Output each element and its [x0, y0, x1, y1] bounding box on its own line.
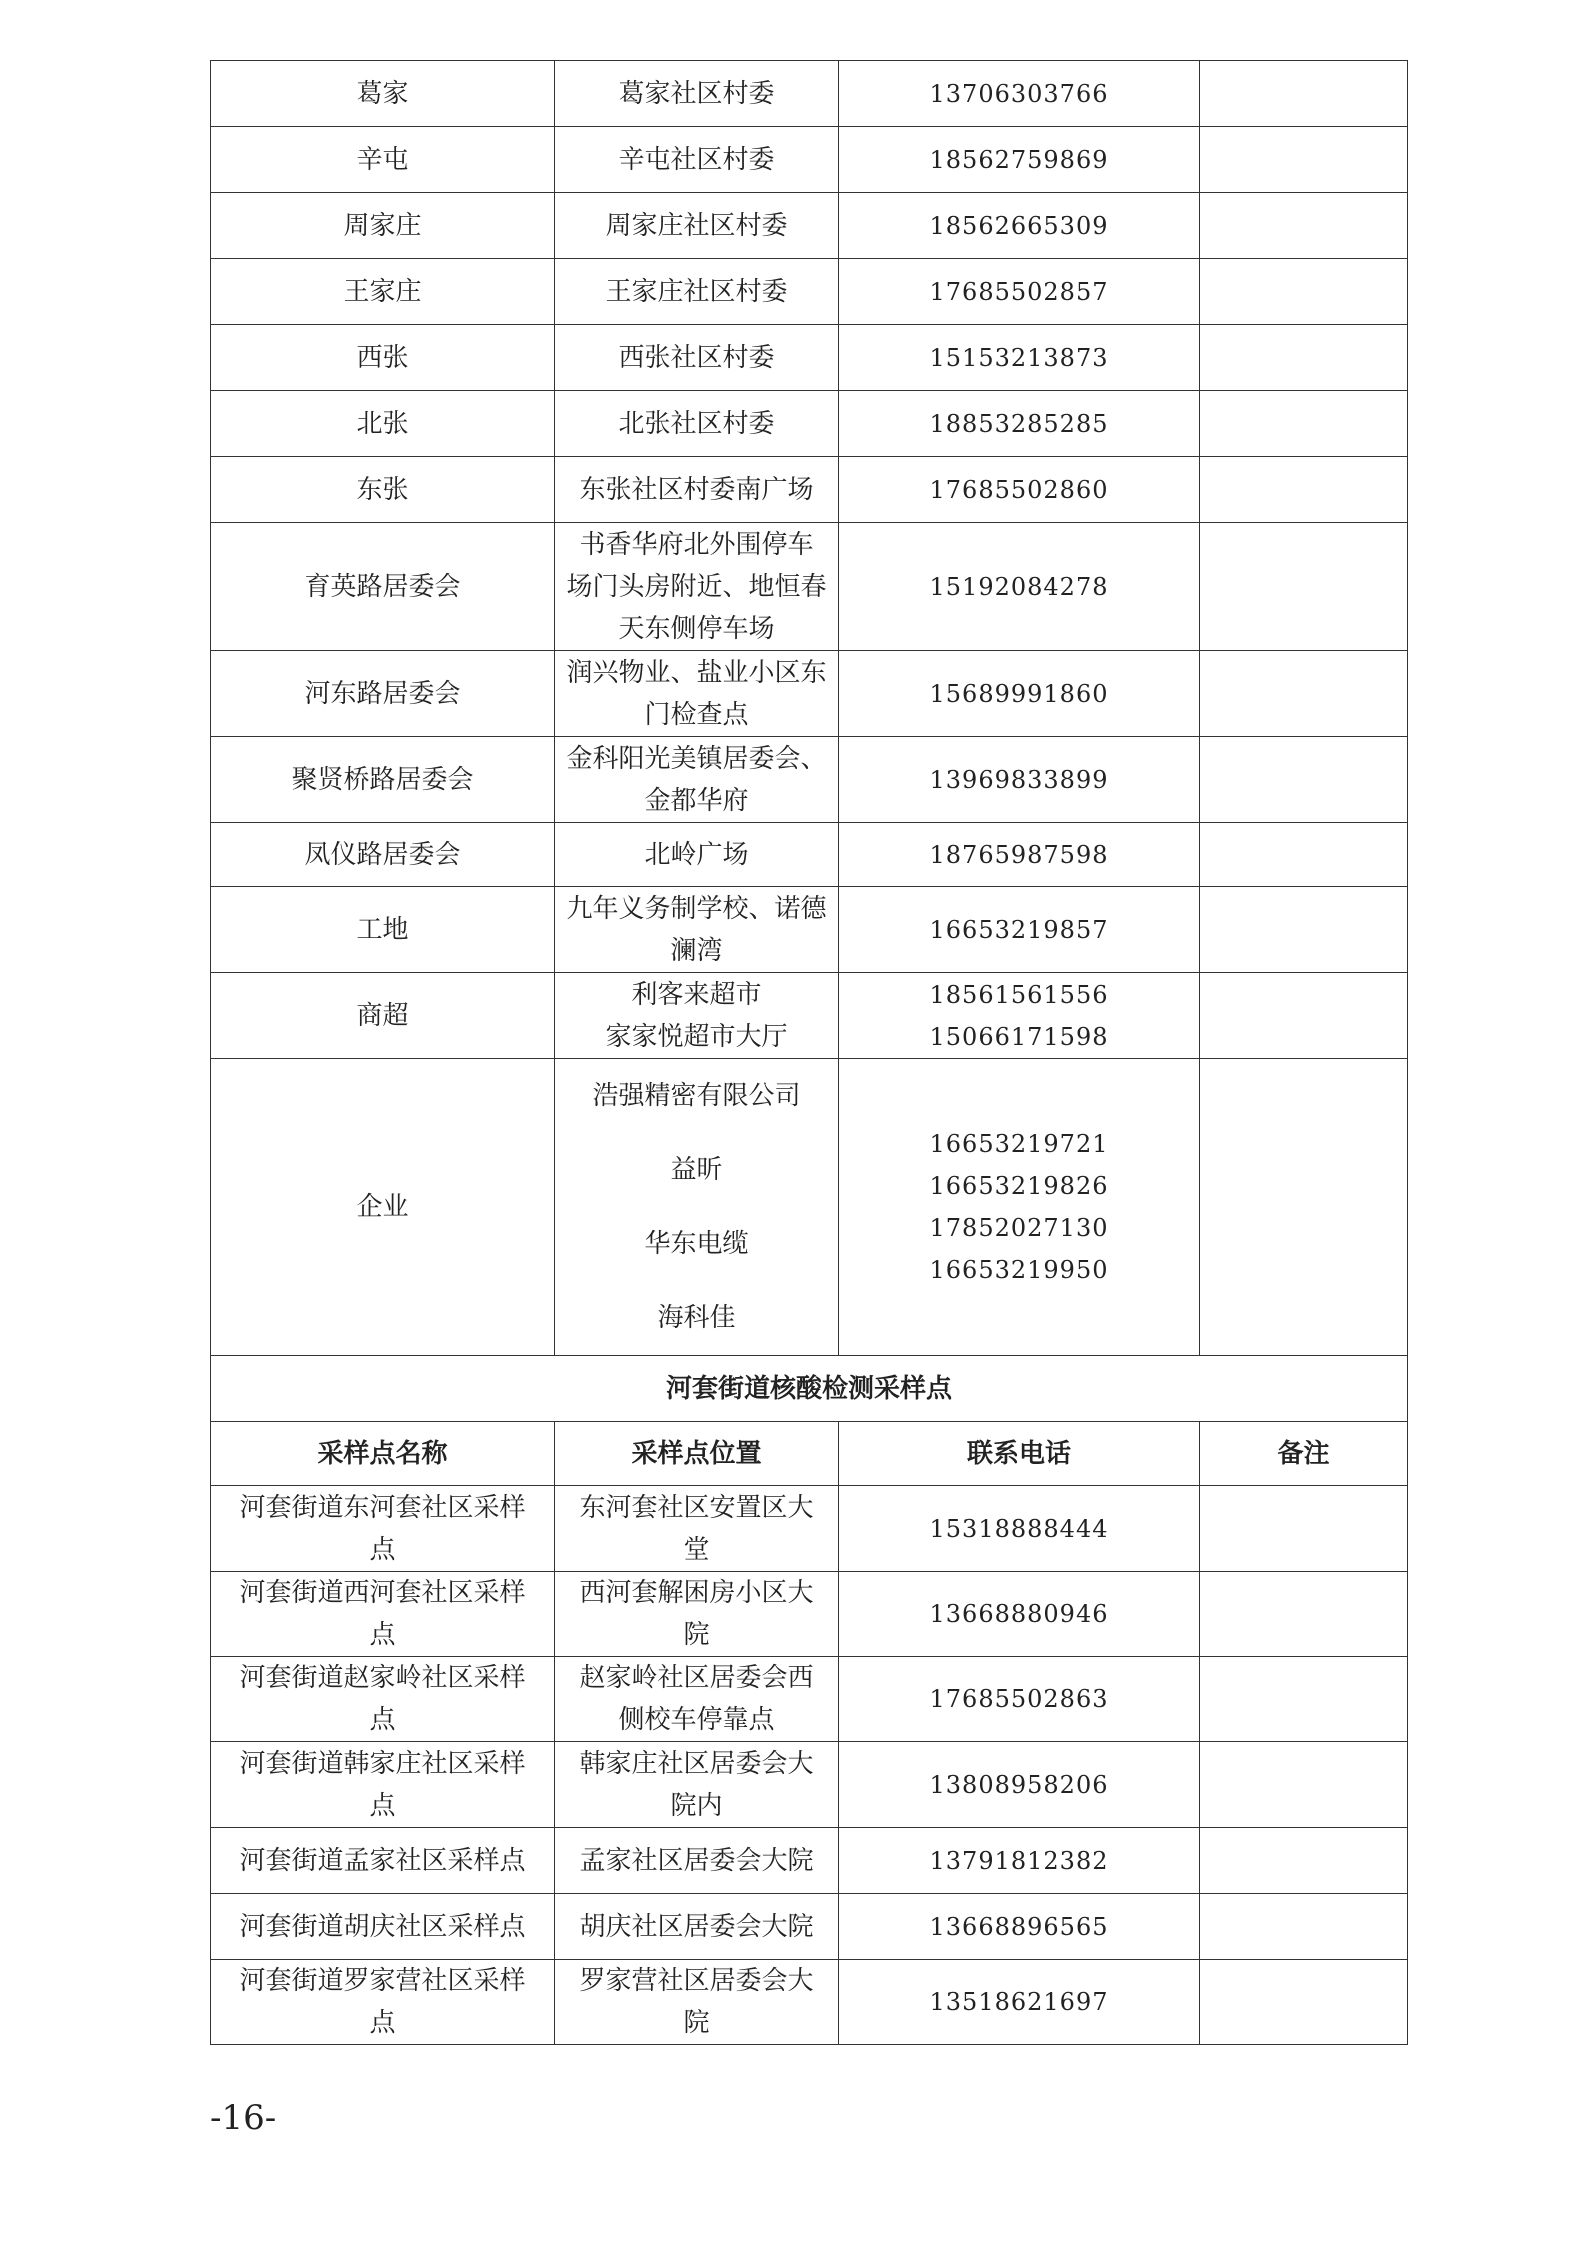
table-row [211, 127, 1408, 193]
site-location: 书香华府北外围停车 场门头房附近、地恒春 天东侧停车场 [555, 523, 839, 651]
site-note [1200, 1960, 1408, 2045]
site-location: 周家庄社区村委 [555, 193, 839, 259]
site-note [1200, 973, 1408, 1059]
site-phone: 18562665309 [839, 193, 1200, 259]
site-location: 孟家社区居委会大院 [555, 1828, 839, 1894]
site-location: 王家庄社区村委 [555, 259, 839, 325]
site-note [1200, 1828, 1408, 1894]
site-phone: 13969833899 [839, 737, 1200, 823]
site-note [1200, 1742, 1408, 1828]
site-name: 凤仪路居委会 [211, 823, 555, 887]
site-note [1200, 259, 1408, 325]
section-title: 河套街道核酸检测采样点 [211, 1356, 1408, 1422]
table-row [211, 1572, 1408, 1657]
site-phone: 13791812382 [839, 1828, 1200, 1894]
table-row [211, 193, 1408, 259]
table-row [211, 61, 1408, 127]
site-location: 北岭广场 [555, 823, 839, 887]
site-phone: 13668880946 [839, 1572, 1200, 1657]
site-phone: 13518621697 [839, 1960, 1200, 2045]
header-location: 采样点位置 [555, 1422, 839, 1486]
site-location: 利客来超市 家家悦超市大厅 [555, 973, 839, 1059]
site-note [1200, 193, 1408, 259]
site-phone: 17685502860 [839, 457, 1200, 523]
table-row [211, 823, 1408, 887]
site-location: 西河套解困房小区大 院 [555, 1572, 839, 1657]
site-location: 罗家营社区居委会大 院 [555, 1960, 839, 2045]
site-name: 商超 [211, 973, 555, 1059]
site-name: 河套街道胡庆社区采样点 [211, 1894, 555, 1960]
site-phone: 15153213873 [839, 325, 1200, 391]
site-location: 韩家庄社区居委会大 院内 [555, 1742, 839, 1828]
site-note [1200, 887, 1408, 973]
site-phone: 18561561556 15066171598 [839, 973, 1200, 1059]
site-name: 河套街道西河套社区采样 点 [211, 1572, 555, 1657]
table-row [211, 391, 1408, 457]
site-note [1200, 1572, 1408, 1657]
site-note [1200, 1486, 1408, 1572]
site-phone: 13706303766 [839, 61, 1200, 127]
table-row [211, 259, 1408, 325]
table-row [211, 523, 1408, 651]
site-note [1200, 61, 1408, 127]
header-phone: 联系电话 [839, 1422, 1200, 1486]
header-name: 采样点名称 [211, 1422, 555, 1486]
site-phone: 16653219721 16653219826 17852027130 16653219950 [839, 1059, 1200, 1356]
site-name: 辛屯 [211, 127, 555, 193]
site-name: 东张 [211, 457, 555, 523]
table-row [211, 887, 1408, 973]
site-phone: 18562759869 [839, 127, 1200, 193]
site-location: 东张社区村委南广场 [555, 457, 839, 523]
table-row [211, 1828, 1408, 1894]
site-name: 育英路居委会 [211, 523, 555, 651]
site-note [1200, 127, 1408, 193]
site-name: 葛家 [211, 61, 555, 127]
site-location: 九年义务制学校、诺德 澜湾 [555, 887, 839, 973]
site-location: 西张社区村委 [555, 325, 839, 391]
site-location: 东河套社区安置区大 堂 [555, 1486, 839, 1572]
site-note [1200, 1894, 1408, 1960]
site-phone: 18765987598 [839, 823, 1200, 887]
site-phone: 13668896565 [839, 1894, 1200, 1960]
site-location: 北张社区村委 [555, 391, 839, 457]
site-phone: 15689991860 [839, 651, 1200, 737]
table-row [211, 457, 1408, 523]
table-row [211, 737, 1408, 823]
site-name: 企业 [211, 1059, 555, 1356]
site-name: 河套街道韩家庄社区采样 点 [211, 1742, 555, 1828]
table-row [211, 973, 1408, 1059]
site-note [1200, 1059, 1408, 1356]
site-name: 工地 [211, 887, 555, 973]
site-phone: 17685502863 [839, 1657, 1200, 1742]
table-row [211, 1742, 1408, 1828]
site-location: 金科阳光美镇居委会、 金都华府 [555, 737, 839, 823]
table-row [211, 1486, 1408, 1572]
table-row [211, 1657, 1408, 1742]
table-row [211, 1960, 1408, 2045]
site-note [1200, 651, 1408, 737]
site-note [1200, 737, 1408, 823]
site-location: 葛家社区村委 [555, 61, 839, 127]
table-row [211, 1059, 1408, 1356]
site-name: 河套街道赵家岭社区采样 点 [211, 1657, 555, 1742]
site-phone: 15192084278 [839, 523, 1200, 651]
table-row [211, 1894, 1408, 1960]
site-note [1200, 325, 1408, 391]
table-row [211, 325, 1408, 391]
site-phone: 18853285285 [839, 391, 1200, 457]
site-name: 河东路居委会 [211, 651, 555, 737]
site-location: 润兴物业、盐业小区东 门检查点 [555, 651, 839, 737]
site-location: 辛屯社区村委 [555, 127, 839, 193]
site-name: 河套街道东河套社区采样 点 [211, 1486, 555, 1572]
site-name: 周家庄 [211, 193, 555, 259]
site-location: 浩强精密有限公司 益昕 华东电缆 海科佳 [555, 1059, 839, 1356]
page-number: -16- [210, 2098, 277, 2138]
site-name: 聚贤桥路居委会 [211, 737, 555, 823]
site-note [1200, 523, 1408, 651]
header-note: 备注 [1200, 1422, 1408, 1486]
site-note [1200, 1657, 1408, 1742]
site-name: 河套街道孟家社区采样点 [211, 1828, 555, 1894]
site-location: 胡庆社区居委会大院 [555, 1894, 839, 1960]
site-name: 北张 [211, 391, 555, 457]
site-name: 河套街道罗家营社区采样 点 [211, 1960, 555, 2045]
table-header-row [211, 1422, 1408, 1486]
sampling-sites-table [210, 60, 1408, 2045]
site-phone: 15318888444 [839, 1486, 1200, 1572]
table-row [211, 651, 1408, 737]
site-note [1200, 823, 1408, 887]
site-name: 西张 [211, 325, 555, 391]
site-note [1200, 457, 1408, 523]
site-phone: 13808958206 [839, 1742, 1200, 1828]
site-location: 赵家岭社区居委会西 侧校车停靠点 [555, 1657, 839, 1742]
site-phone: 17685502857 [839, 259, 1200, 325]
site-name: 王家庄 [211, 259, 555, 325]
site-phone: 16653219857 [839, 887, 1200, 973]
section-title-row [211, 1356, 1408, 1422]
site-note [1200, 391, 1408, 457]
